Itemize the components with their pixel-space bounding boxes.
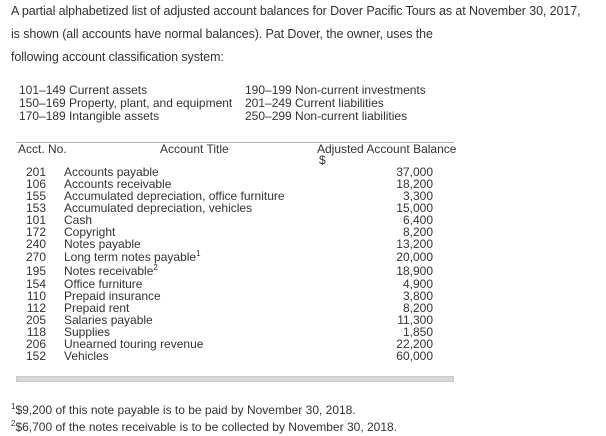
acct-title: Prepaid insurance — [64, 289, 161, 303]
acct-no: 118 — [26, 325, 46, 339]
currency-symbol: $ — [319, 153, 326, 167]
footnote-mark: 2 — [153, 263, 158, 272]
table-row — [16, 350, 454, 362]
account-balances-table — [16, 142, 457, 363]
acct-title-text: Long term notes payable — [64, 250, 197, 264]
acct-amount: 11,300 — [397, 313, 433, 327]
acct-no: 240 — [25, 237, 46, 251]
header-account-title: Account Title — [160, 142, 229, 156]
table-header — [16, 142, 457, 156]
acct-no: 112 — [26, 301, 46, 315]
header-adjusted-balance: Adjusted Account Balance — [317, 142, 457, 156]
classification-right: 201–249 Current liabilities — [245, 96, 384, 110]
acct-amount: 37,000 — [396, 165, 433, 179]
acct-amount: 18,200 — [396, 177, 433, 191]
acct-no: 195 — [25, 264, 46, 278]
acct-no: 110 — [26, 289, 46, 303]
acct-amount: 60,000 — [396, 349, 433, 363]
acct-amount: 22,200 — [396, 337, 433, 351]
acct-no: 101 — [25, 213, 46, 227]
acct-no: 206 — [25, 337, 46, 351]
acct-no: 154 — [25, 277, 46, 291]
acct-amount: 6,400 — [402, 213, 433, 227]
acct-title — [64, 264, 158, 278]
footnote-mark: 1 — [196, 249, 201, 258]
classification-left: 150–169 Property, plant, and equipment — [19, 96, 233, 110]
acct-no: 205 — [25, 313, 46, 327]
acct-title: Supplies — [64, 325, 111, 339]
classification-row — [19, 110, 459, 123]
acct-amount: 20,000 — [396, 250, 433, 264]
intro-line-3: following account classification system: — [11, 50, 224, 64]
acct-amount: 4,900 — [402, 277, 433, 291]
acct-no: 106 — [25, 177, 46, 191]
footnotes — [11, 402, 397, 436]
acct-title: Accumulated depreciation, vehicles — [64, 201, 253, 215]
acct-no: 152 — [25, 349, 46, 363]
acct-amount: 13,200 — [396, 237, 433, 251]
footnote-text: $6,700 of the notes receivable is to be collected by November 30, 2018. — [15, 420, 398, 434]
acct-amount: 1,850 — [402, 325, 433, 339]
acct-title: Accounts payable — [64, 165, 159, 179]
acct-title: Salaries payable — [64, 313, 153, 327]
acct-no: 155 — [25, 189, 46, 203]
problem-intro — [11, 0, 606, 69]
acct-title: Accumulated depreciation, office furniture — [64, 189, 285, 203]
acct-no: 172 — [25, 225, 46, 239]
acct-amount: 8,200 — [402, 301, 433, 315]
intro-line-2: is shown (all accounts have normal balances). Pat Dover, the owner, uses the — [11, 27, 433, 41]
acct-title: Unearned touring revenue — [64, 337, 204, 351]
classification-right: 190–199 Non-current investments — [245, 83, 426, 97]
classification-right: 250–299 Non-current liabilities — [245, 109, 408, 123]
footnote-mark: 1 — [11, 402, 16, 411]
table-bottom-rule — [16, 376, 454, 382]
classification-left: 101–149 Current assets — [19, 83, 148, 97]
footnote-mark: 2 — [11, 419, 16, 428]
acct-amount: 3,800 — [402, 289, 433, 303]
acct-title: Notes payable — [64, 237, 141, 251]
account-classification-system — [19, 84, 459, 123]
acct-no: 270 — [25, 250, 46, 264]
acct-amount: 3,300 — [402, 189, 433, 203]
table-row — [16, 250, 454, 264]
header-acct-no: Acct. No. — [18, 142, 67, 156]
acct-title: Copyright — [64, 225, 116, 239]
intro-line-1: A partial alphabetized list of adjusted account balances for Dover Pacific Tours as at November 30, 2017, — [11, 4, 581, 18]
acct-title: Prepaid rent — [64, 301, 130, 315]
footnote-2 — [11, 419, 397, 436]
table-row — [16, 238, 454, 250]
acct-title-text: Notes receivable — [64, 264, 154, 278]
acct-amount: 8,200 — [402, 225, 433, 239]
acct-no: 201 — [25, 165, 46, 179]
footnote-text: $9,200 of this note payable is to be paid by November 30, 2018. — [15, 403, 356, 417]
footnote-1 — [11, 402, 397, 419]
acct-title: Accounts receivable — [64, 177, 172, 191]
acct-title: Vehicles — [64, 349, 109, 363]
acct-amount: 15,000 — [396, 201, 433, 215]
acct-amount: 18,900 — [396, 264, 433, 278]
acct-no: 153 — [25, 201, 46, 215]
acct-title: Cash — [64, 213, 93, 227]
acct-title — [64, 250, 201, 264]
classification-left: 170–189 Intangible assets — [19, 109, 160, 123]
acct-title: Office furniture — [64, 277, 143, 291]
table-row — [16, 264, 454, 278]
